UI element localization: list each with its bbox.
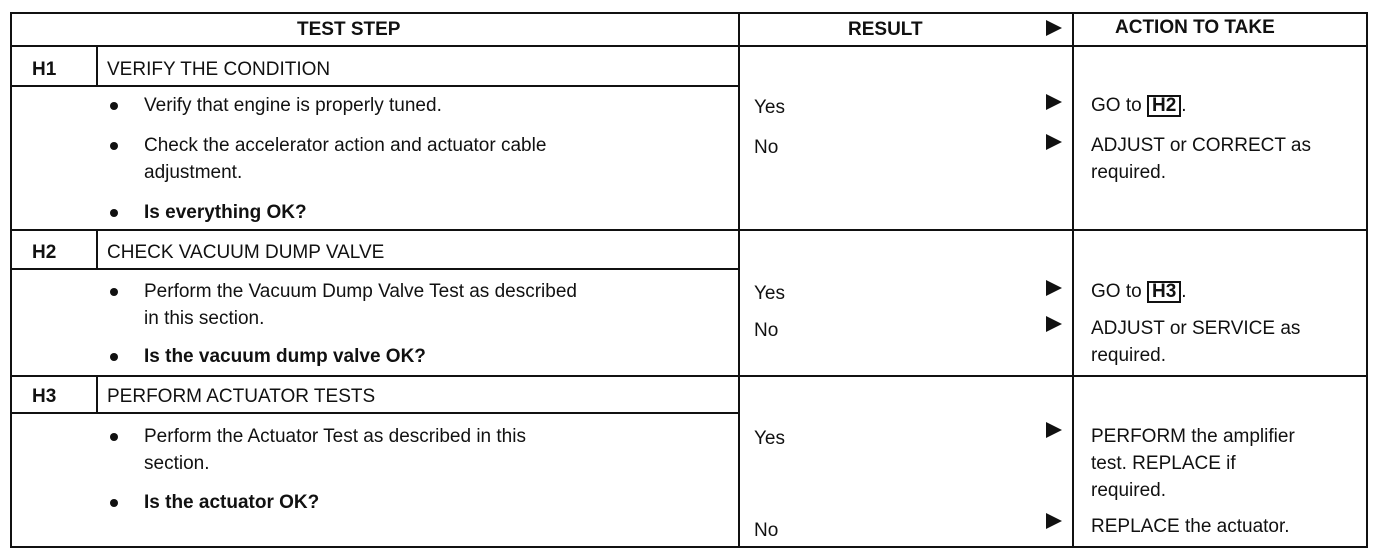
action-text: test. REPLACE if [1091,453,1236,474]
action-text: ADJUST or SERVICE as [1091,318,1301,339]
rule-h3-title [10,412,738,414]
rule-h1-bottom [10,229,1368,231]
step-title: PERFORM ACTUATOR TESTS [107,386,376,407]
action-text: . [1181,95,1187,116]
rule-right [1366,12,1368,548]
action-text: REPLACE the actuator. [1091,516,1290,537]
arrow-icon [1046,134,1062,150]
action-text: GO to [1091,95,1147,116]
bullet-icon [110,499,118,507]
result-no: No [754,137,779,158]
arrow-icon [1046,316,1062,332]
bullet-icon [110,288,118,296]
rule-step-id [96,46,98,86]
bullet-icon [110,142,118,150]
action-text: required. [1091,162,1166,183]
step-bullet-text: section. [144,453,210,474]
rule-action [1072,12,1074,548]
step-id: H3 [32,386,57,407]
rule-header-bottom [10,45,1368,47]
step-bullet-text: Perform the Vacuum Dump Valve Test as described [144,281,577,302]
action-text: ADJUST or CORRECT as [1091,135,1311,156]
arrow-icon [1046,513,1062,529]
step-bullet-text: adjustment. [144,162,243,183]
result-yes: Yes [754,283,785,304]
bullet-icon [110,209,118,217]
result-yes: Yes [754,428,785,449]
rule-h2-title [10,268,738,270]
step-title: VERIFY THE CONDITION [107,59,331,80]
action-text: . [1181,281,1187,302]
result-no: No [754,320,779,341]
rule-step-id [96,376,98,414]
step-id: H1 [32,59,57,80]
action-go-to [1091,281,1187,303]
step-question: Is the vacuum dump valve OK? [144,346,426,367]
bullet-icon [110,353,118,361]
rule-h2-bottom [10,375,1368,377]
header-action: ACTION TO TAKE [1115,17,1275,38]
rule-step-id [96,230,98,270]
rule-result [738,12,740,548]
result-no: No [754,520,779,541]
action-text: required. [1091,480,1166,501]
step-question: Is everything OK? [144,202,307,223]
arrow-icon [1046,20,1062,36]
step-id: H2 [32,242,57,263]
rule-bottom [10,546,1368,548]
step-bullet-text: in this section. [144,308,265,329]
rule-h1-title [10,85,738,87]
action-go-to [1091,95,1187,117]
action-text: PERFORM the amplifier [1091,426,1295,447]
rule-top [10,12,1368,14]
step-title: CHECK VACUUM DUMP VALVE [107,242,385,263]
bullet-icon [110,433,118,441]
step-ref-h2: H2 [1147,95,1181,117]
step-ref-h3: H3 [1147,281,1181,303]
arrow-icon [1046,422,1062,438]
action-text: GO to [1091,281,1147,302]
header-result: RESULT [848,19,923,40]
action-text: required. [1091,345,1166,366]
step-bullet-text: Verify that engine is properly tuned. [144,95,442,116]
bullet-icon [110,102,118,110]
step-bullet-text: Check the accelerator action and actuator cable [144,135,547,156]
step-question: Is the actuator OK? [144,492,320,513]
rule-left [10,12,12,548]
step-bullet-text: Perform the Actuator Test as described in this [144,426,526,447]
arrow-icon [1046,94,1062,110]
result-yes: Yes [754,97,785,118]
arrow-icon [1046,280,1062,296]
header-test-step: TEST STEP [297,19,401,40]
